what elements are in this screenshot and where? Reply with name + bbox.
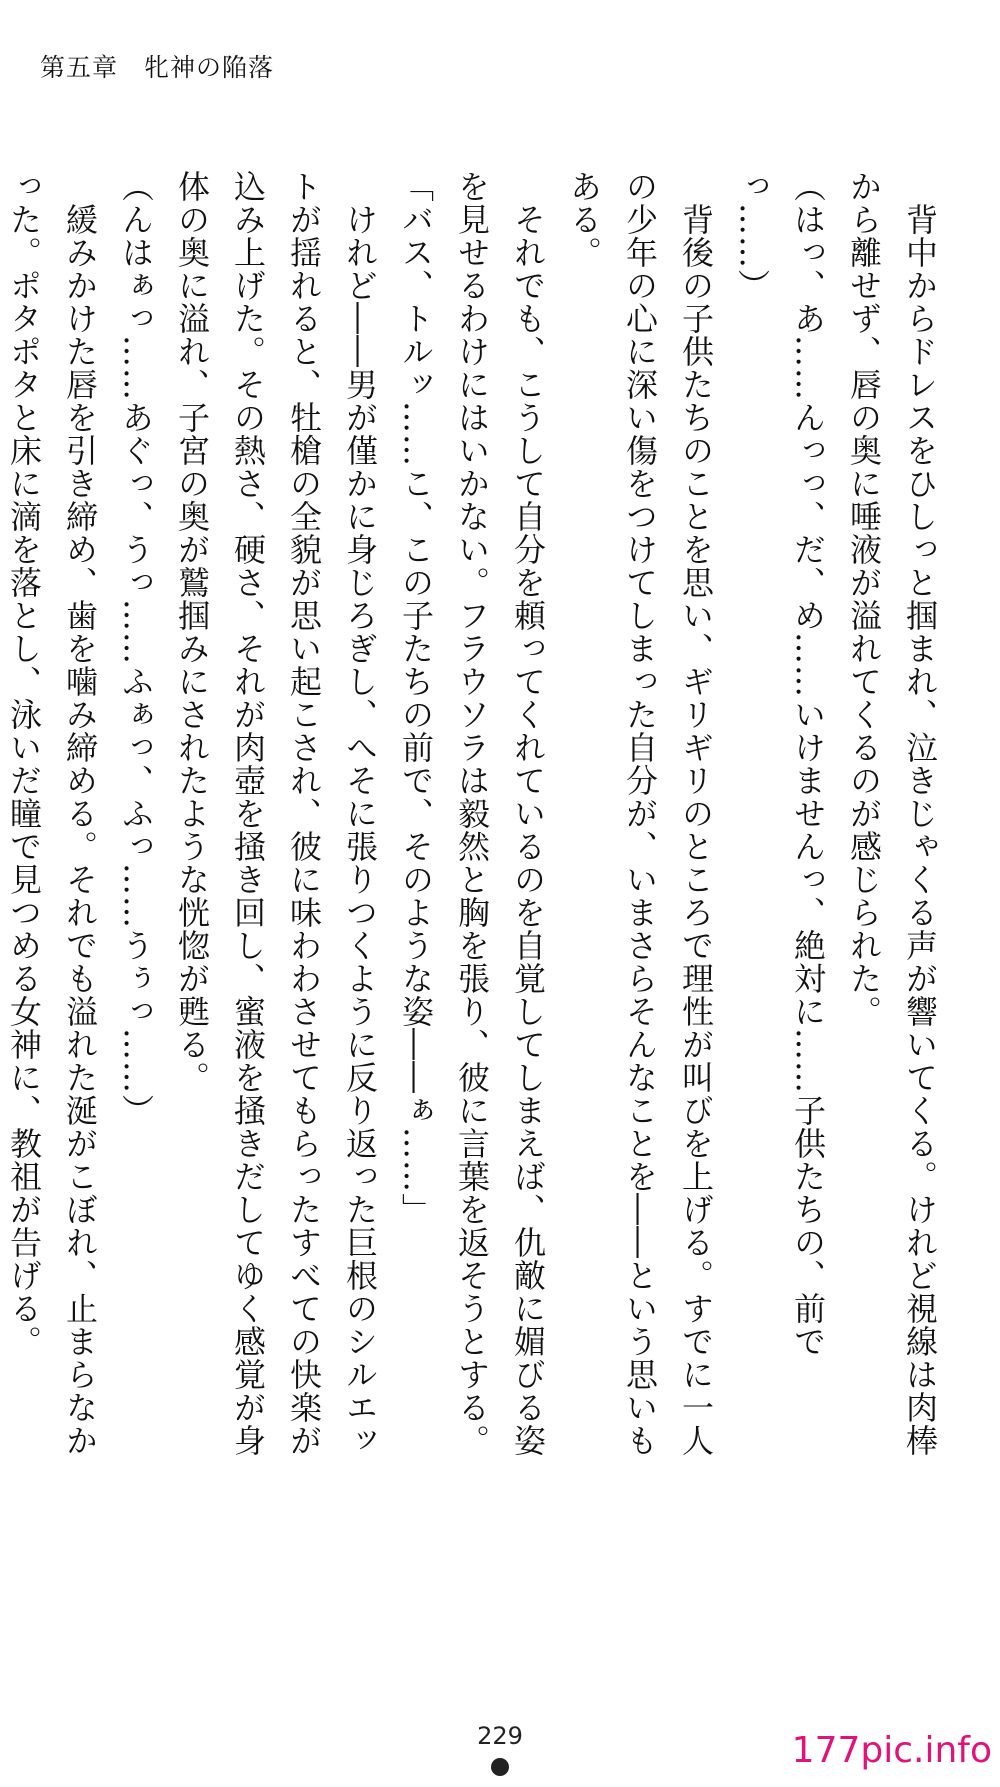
paragraph: 「バス、トルッ……こ、この子たちの前で、そのような姿――ぁ……」 xyxy=(397,170,435,1226)
body-text xyxy=(5,170,948,1470)
paragraph: 緩みかけた唇を引き締め、歯を噛み締める。それでも溢れた涎がこぼれ、止まらなかった。ポタポタと床に滴を落とし、泳いだ瞳で見つめる女神に、教祖が告げる。 xyxy=(5,170,99,1457)
paragraph: 背中からドレスをひしっと掴まれ、泣きじゃくる声が響いてくる。けれど視線は肉棒から離せず、唇の奥に唾液が溢れてくるのが感じられた。 xyxy=(845,170,939,1457)
chapter-header: 第五章 牝神の陥落 xyxy=(40,53,275,82)
page-number: 229 xyxy=(477,1722,523,1750)
page-dot-ornament xyxy=(491,1758,509,1776)
watermark[interactable]: 177pic.info xyxy=(791,1730,992,1771)
paragraph: （んはぁっ……あぐっ、うっ……ふぁっ、ふっ……うぅっ……） xyxy=(117,170,155,1127)
paragraph: （はっ、あ……んっっ、だ、め……いけませんっ、絶対に……子供たちの、前でっ……） xyxy=(733,170,827,1358)
paragraph: 背後の子供たちのことを思い、ギリギリのところで理性が叫びを上げる。すでに一人の少年の心に深い傷をつけてしまった自分が、いまさらそんなことを――という思いもある。 xyxy=(565,170,715,1457)
paragraph: それでも、こうして自分を頼ってくれているのを自覚してしまえば、仇敵に媚びる姿を見せるわけにはいかない。フラウソラは毅然と胸を張り、彼に言葉を返そうとする。 xyxy=(453,170,547,1457)
paragraph: けれど――男が僅かに身じろぎし、へそに張りつくように反り返った巨根のシルエットが揺れると、牡槍の全貌が思い起こされ、彼に味わわさせてもらったすべての快楽が込み上げた。その熱さ、硬さ、それが肉壺を掻き回し、蜜液を掻きだしてゆく感覚が身体の奥に溢れ、子宮の奥が鷲掴みにされたような恍惚が甦る。 xyxy=(173,170,379,1457)
